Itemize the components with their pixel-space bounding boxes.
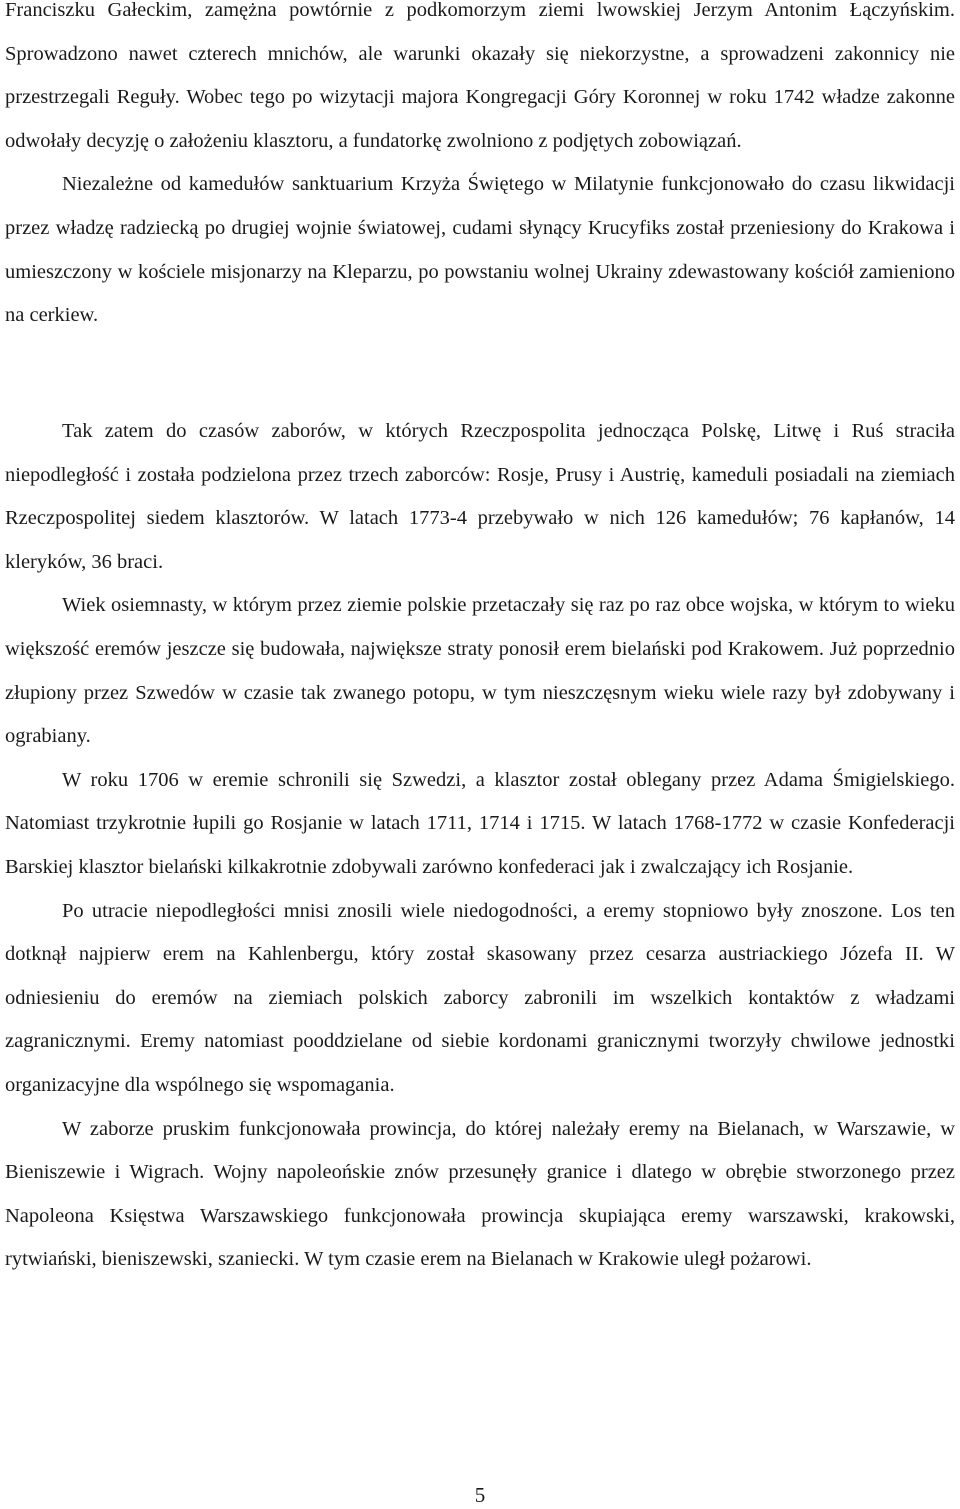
- paragraph: Wiek osiemnasty, w którym przez ziemie polskie przetaczały się raz po raz obce wojska, w którym to wieku większość eremów jeszcze się budowała, największe straty ponosił erem bielański pod Krakowem. Już poprzednio złupiony przez Szwedów w czasie tak zwanego potopu, w tym nieszczęsnym wieku wiele razy był zdobywany i ograbiany.: [5, 594, 955, 748]
- paragraph: W roku 1706 w eremie schronili się Szwedzi, a klasztor został oblegany przez Adama Śmigielskiego. Natomiast trzykrotnie łupili go Rosjanie w latach 1711, 1714 i 1715. W latach 1768-1772 w czasie Konfederacji Barskiej klasztor bielański kilkakrotnie zdobywali zarówno konfederaci jak i zwalczający ich Rosjanie.: [5, 768, 955, 878]
- paragraph: Niezależne od kamedułów sanktuarium Krzyża Świętego w Milatynie funkcjonowało do czasu likwidacji przez władzę radziecką po drugiej wojnie światowej, cudami słynący Krucyfiks został przeniesiony do Krakowa i umieszczony w kościele misjonarzy na Kleparzu, po powstaniu wolnej Ukrainy zdewastowany kościół zamieniono na cerkiew.: [5, 173, 955, 327]
- text-block-top: [5, 0, 955, 338]
- paragraph: Tak zatem do czasów zaborów, w których Rzeczpospolita jednocząca Polskę, Litwę i Ruś straciła niepodległość i została podzielona przez trzech zaborców: Rosje, Prusy i Austrię, kameduli posiadali na ziemiach Rzeczpospolitej siedem klasztorów. W latach 1773-4 przebywało w nich 126 kamedułów; 76 kapłanów, 14 kleryków, 36 braci.: [5, 420, 955, 573]
- paragraph: W zaborze pruskim funkcjonowała prowincja, do której należały eremy na Bielanach, w Warszawie, w Bieniszewie i Wigrach. Wojny napoleońskie znów przesunęły granice i dlatego w obrębie stworzonego przez Napoleona Księstwa Warszawskiego funkcjonowała prowincja skupiająca eremy warszawski, krakowski, rytwiański, bieniszewski, szaniecki. W tym czasie erem na Bielanach w Krakowie uległ pożarowi.: [5, 1117, 955, 1271]
- paragraph: Franciszku Gałeckim, zamężna powtórnie z podkomorzym ziemi lwowskiej Jerzym Antonim Łączyńskim. Sprowadzono nawet czterech mnichów, ale warunki okazały się niekorzystne, a sprowadzeni zakonnicy nie przestrzegali Reguły. Wobec tego po wizytacji majora Kongregacji Góry Koronnej w roku 1742 władze zakonne odwołały decyzję o założeniu klasztoru, a fundatorkę zwolniono z podjętych zobowiązań.: [5, 0, 955, 152]
- page-number: 5: [474, 1483, 486, 1507]
- paragraph: Po utracie niepodległości mnisi znosili wiele niedogodności, a eremy stopniowo były znoszone. Los ten dotknął najpierw erem na Kahlenbergu, który został skasowany przez cesarza austriackiego Józefa II. W odniesieniu do eremów na ziemiach polskich zaborcy zabronili im wszelkich kontaktów z władzami zagranicznymi. Eremy natomiast pooddzielane od siebie kordonami granicznymi tworzyły chwilowe jednostki organizacyjne dla wspólnego się wspomagania.: [5, 899, 955, 1096]
- text-block-main: [5, 410, 955, 1282]
